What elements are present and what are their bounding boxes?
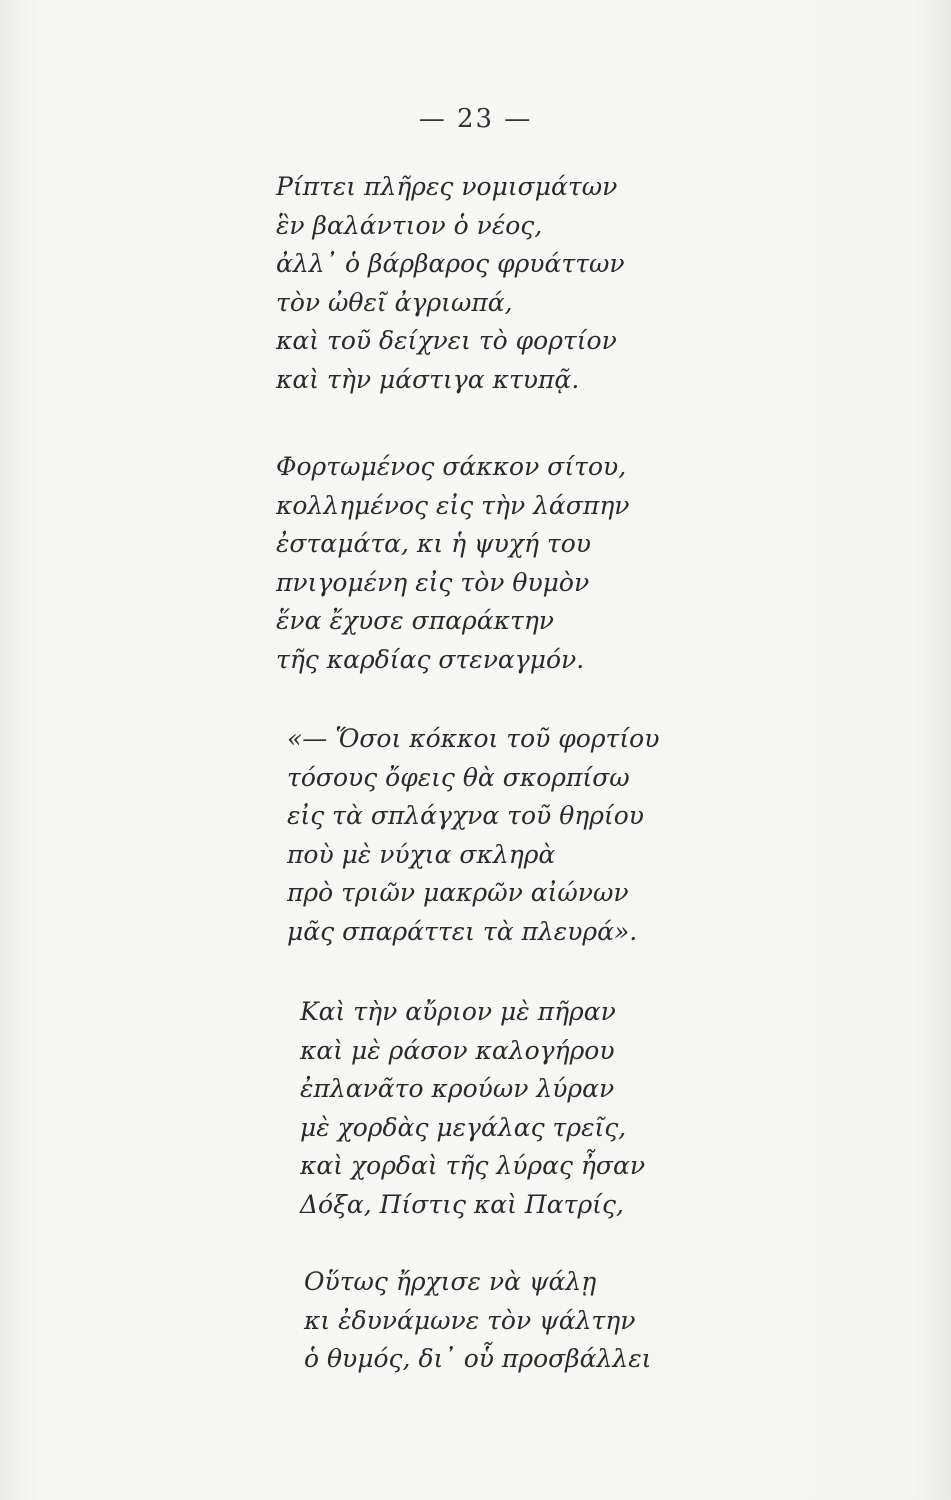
verse-line: ὁ θυμός, δι᾽ οὗ προσβάλλει: [304, 1344, 652, 1373]
verse-line: τόσους ὄφεις θὰ σκορπίσω: [287, 762, 630, 792]
verse-line: ἓν βαλάντιον ὁ νέος,: [276, 210, 543, 240]
stanza: [276, 168, 625, 399]
verse-line: καὶ χορδαὶ τῆς λύρας ἦσαν: [300, 1151, 646, 1180]
verse-line: ἐσταμάτα, κι ἡ ψυχή του: [276, 529, 591, 558]
stanza: [287, 720, 659, 951]
verse-line: εἰς τὰ σπλάγχνα τοῦ θηρίου: [287, 801, 644, 830]
verse-line: τῆς καρδίας στεναγμόν.: [276, 644, 585, 674]
verse-line: τὸν ὠθεῖ ἀγριωπά,: [276, 287, 513, 317]
verse-line: πνιγομένη εἰς τὸν θυμὸν: [276, 567, 590, 597]
verse-line: ἀλλ᾽ ὁ βάρβαρος φρυάττων: [276, 249, 625, 278]
verse-line: ἕνα ἔχυσε σπαράκτην: [276, 606, 554, 635]
verse-line: «— Ὅσοι κόκκοι τοῦ φορτίου: [287, 724, 660, 753]
verse-line: καὶ τοῦ δείχνει τὸ φορτίον: [276, 326, 617, 355]
stanza: [304, 1263, 651, 1379]
verse-line: Ρίπτει πλῆρες νομισμάτων: [276, 172, 618, 201]
verse-line: καὶ μὲ ράσον καλογήρου: [300, 1035, 615, 1065]
verse-line: κολλημένος εἰς τὴν λάσπην: [276, 490, 630, 520]
verse-line: Καὶ τὴν αὔριον μὲ πῆραν: [300, 997, 616, 1026]
stanza: [276, 448, 630, 679]
stanza: [300, 993, 645, 1224]
verse-line: μᾶς σπαράττει τὰ πλευρά».: [287, 916, 638, 946]
verse-line: ποὺ μὲ νύχια σκληρὰ: [287, 839, 556, 869]
page-number: — 23 —: [418, 104, 533, 134]
verse-line: Δόξα, Πίστις καὶ Πατρίς,: [300, 1189, 624, 1219]
verse-line: ἐπλανᾶτο κρούων λύραν: [300, 1074, 615, 1103]
verse-line: μὲ χορδὰς μεγάλας τρεῖς,: [300, 1112, 627, 1142]
verse-line: Οὕτως ἤρχισε νὰ ψάλῃ: [304, 1267, 597, 1296]
verse-line: κι ἐδυνάμωνε τὸν ψάλτην: [304, 1305, 636, 1335]
verse-line: πρὸ τριῶν μακρῶν αἰώνων: [287, 878, 629, 907]
verse-line: καὶ τὴν μάστιγα κτυπᾷ.: [276, 364, 580, 394]
verse-line: Φορτωμένος σάκκον σίτου,: [276, 452, 627, 481]
